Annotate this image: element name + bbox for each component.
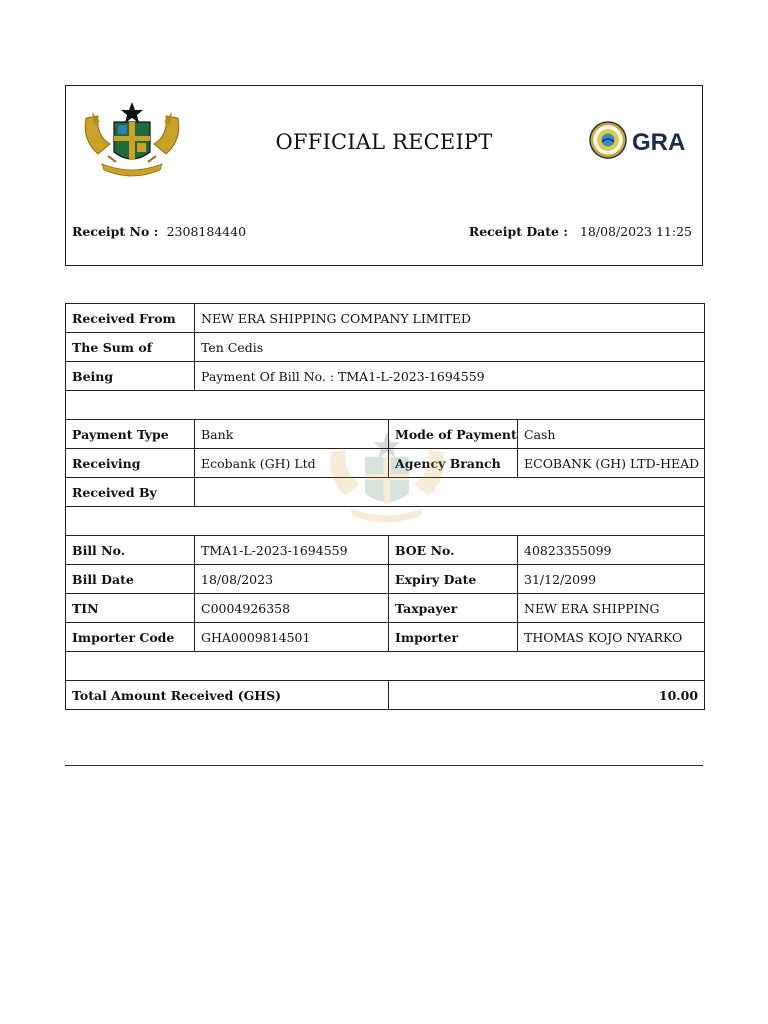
receiving-label: Receiving [66, 449, 195, 478]
receipt-no-value: 2308184440 [166, 224, 247, 239]
importer-code-value: GHA0009814501 [195, 623, 389, 652]
bill-date-value: 18/08/2023 [195, 565, 389, 594]
payment-type-value: Bank [195, 420, 389, 449]
sum-label: The Sum of [66, 333, 195, 362]
table-row [66, 681, 705, 710]
being-value: Payment Of Bill No. : TMA1-L-2023-1694559 [195, 362, 705, 391]
importer-label: Importer [389, 623, 518, 652]
taxpayer-value: NEW ERA SHIPPING [518, 594, 705, 623]
total-amount-value: 10.00 [389, 681, 705, 710]
being-label: Being [66, 362, 195, 391]
received-by-label: Received By [66, 478, 195, 507]
tin-value: C0004926358 [195, 594, 389, 623]
table-row [66, 536, 705, 565]
tin-label: TIN [66, 594, 195, 623]
table-row [66, 391, 705, 420]
blank-row [66, 391, 705, 420]
total-amount-label: Total Amount Received (GHS) [66, 681, 389, 710]
boe-no-value: 40823355099 [518, 536, 705, 565]
expiry-date-value: 31/12/2099 [518, 565, 705, 594]
bill-no-value: TMA1-L-2023-1694559 [195, 536, 389, 565]
agency-branch-label: Agency Branch [389, 449, 518, 478]
received-from-label: Received From [66, 304, 195, 333]
bill-date-label: Bill Date [66, 565, 195, 594]
mode-of-payment-label: Mode of Payment [389, 420, 518, 449]
table-row [66, 623, 705, 652]
received-from-value: NEW ERA SHIPPING COMPANY LIMITED [195, 304, 705, 333]
receipt-title: OFFICIAL RECEIPT [275, 130, 493, 154]
receipt-date [469, 224, 692, 239]
receipt-no [72, 224, 246, 239]
blank-row [66, 652, 705, 681]
receipt-date-value: 18/08/2023 11:25 [579, 224, 692, 239]
table-row [66, 362, 705, 391]
mode-of-payment-value: Cash [518, 420, 705, 449]
bill-no-label: Bill No. [66, 536, 195, 565]
table-row [66, 304, 705, 333]
gra-logo-text: GRA [632, 129, 686, 156]
payment-type-label: Payment Type [66, 420, 195, 449]
importer-code-label: Importer Code [66, 623, 195, 652]
expiry-date-label: Expiry Date [389, 565, 518, 594]
gra-logo-icon [588, 120, 698, 160]
receipt-no-label: Receipt No : [72, 224, 159, 239]
receiving-value: Ecobank (GH) Ltd [195, 449, 389, 478]
taxpayer-label: Taxpayer [389, 594, 518, 623]
sum-value: Ten Cedis [195, 333, 705, 362]
importer-value: THOMAS KOJO NYARKO [518, 623, 705, 652]
watermark-coat-of-arms-icon [322, 430, 452, 530]
agency-branch-value: ECOBANK (GH) LTD-HEAD [518, 449, 705, 478]
table-row [66, 565, 705, 594]
table-row [66, 333, 705, 362]
receipt-date-label: Receipt Date : [468, 224, 568, 239]
table-row [66, 594, 705, 623]
boe-no-label: BOE No. [389, 536, 518, 565]
table-row [66, 652, 705, 681]
receipt-header [65, 85, 703, 266]
footer-divider [65, 765, 703, 766]
